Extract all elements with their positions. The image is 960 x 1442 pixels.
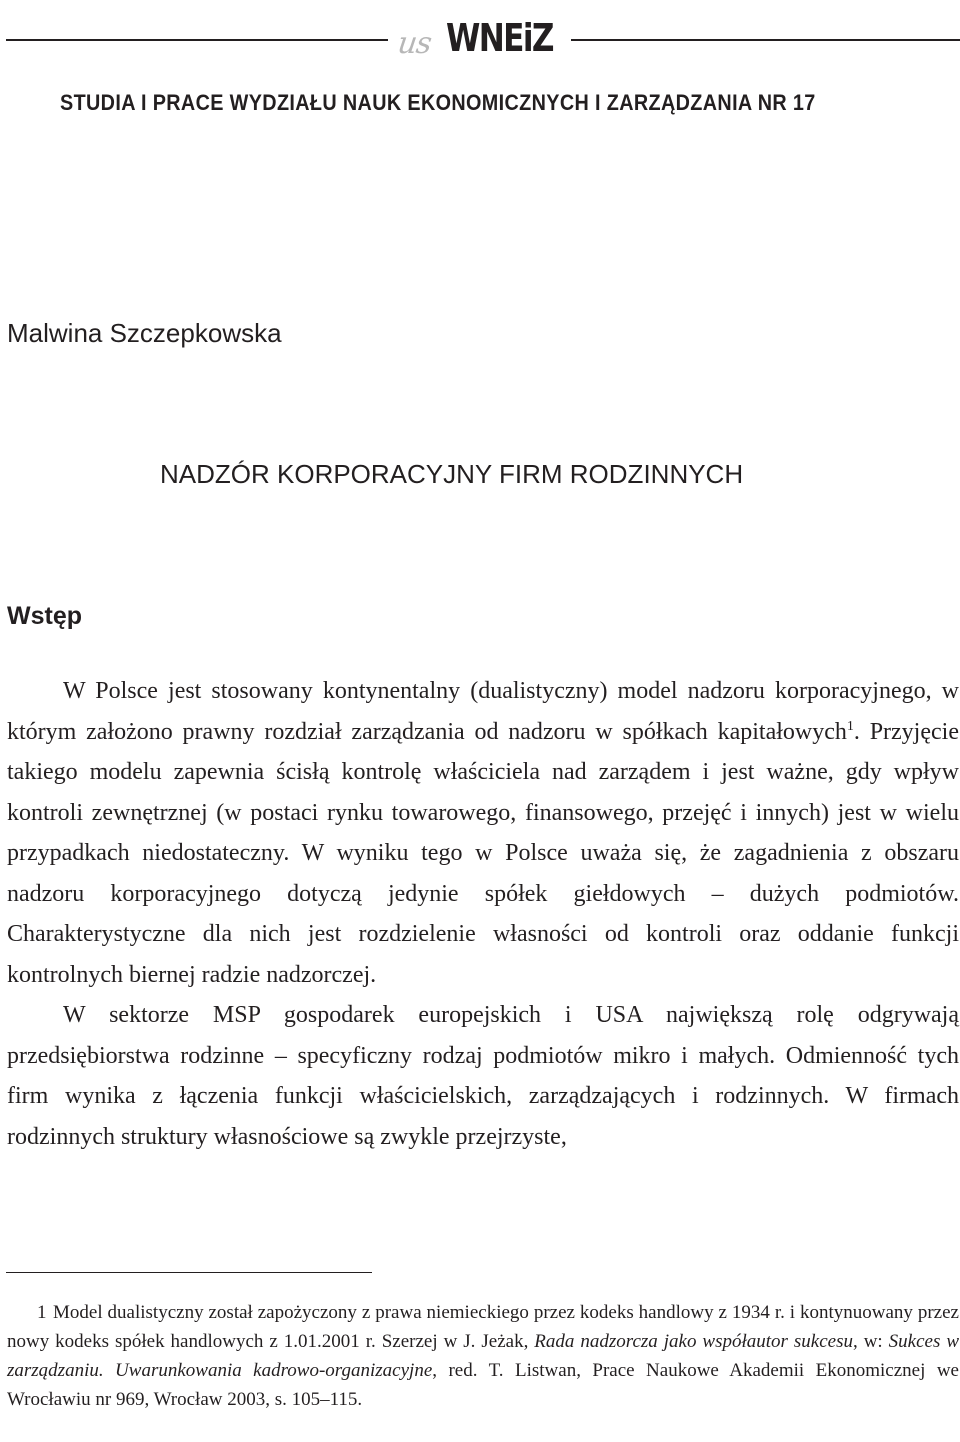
logo-prefix: us — [395, 26, 434, 61]
paragraph-1 — [7, 671, 959, 995]
paragraph-2: W sektorze MSP gospodarek europejskich i USA największą rolę odgrywają przedsiębiorstwa rodzinne – specyficzny rodzaj podmiotów mikro i małych. Odmienność tych firm wynika z łączenia funkcji właścicielskich, zarządzających i rodzinnych. W firmach rodzinnych struktury własnościowe są zwykle przejrzyste, — [7, 1002, 959, 1150]
paragraph-1-start: W Polsce jest stosowany kontynentalny (dualistyczny) model nadzoru korporacyjnego, w którym założono prawny rozdział zarządzania od nadzoru w spółkach kapitałowych — [7, 678, 959, 745]
section-heading: Wstęp — [7, 602, 82, 630]
header-rule-left — [6, 39, 388, 41]
series-title: STUDIA I PRACE WYDZIAŁU NAUK EKONOMICZNYCH I ZARZĄDZANIA NR 17 — [60, 90, 816, 115]
body-text — [7, 671, 959, 1157]
footnote-number: 1 — [37, 1302, 47, 1323]
footnotes — [7, 1298, 959, 1414]
footnote-cited-title-1: Rada nadzorcza jako współautor sukcesu — [534, 1331, 853, 1352]
footnote-cited-title-2: Sukces w zarządzaniu. Uwarunkowania kadrowo-organizacyjne — [7, 1331, 960, 1381]
footnote-text-b: , w: — [852, 1331, 889, 1352]
footnote-1 — [7, 1298, 959, 1414]
header-rule-right — [571, 39, 960, 41]
author-name: Malwina Szczepkowska — [7, 318, 282, 348]
paragraph-1-end: . Przyjęcie takiego modelu zapewnia ścisłą kontrolę właściciela nad zarządem i jest ważne, gdy wpływ kontroli zewnętrznej (w postaci rynku towarowego, finansowego, przejęć i innych) jest w wielu przypadkach niedostateczny. W wyniku tego w Polsce uważa się, że zagadnienia z obszaru nadzoru korporacyjnego dotyczą jedynie spółek giełdowych – dużych podmiotów. Charakterystyczne dla nich jest rozdzielenie własności od kontroli oraz oddanie funkcji kontrolnych biernej radzie nadzorczej. — [7, 718, 959, 988]
footnote-reference: 1 — [846, 718, 854, 734]
footnote-separator — [6, 1272, 372, 1273]
faculty-logo — [396, 2, 566, 74]
footnote-text-c: , red. T. Listwan, Prace Naukowe Akademii Ekonomicznej we Wrocławiu nr 969, Wrocław 2003, s. 105–115. — [7, 1360, 959, 1410]
footnote-text-a: Model dualistyczny został zapożyczony z prawa niemieckiego przez kodeks handlowy z 1934 r. i kontynuowany przez nowy kodeks spółek handlowych z 1.01.2001 r. Szerzej w J. Jeżak, — [7, 1302, 959, 1352]
article-title: NADZÓR KORPORACYJNY FIRM RODZINNYCH — [160, 459, 744, 489]
logo-name: WNEiZ — [446, 16, 553, 60]
